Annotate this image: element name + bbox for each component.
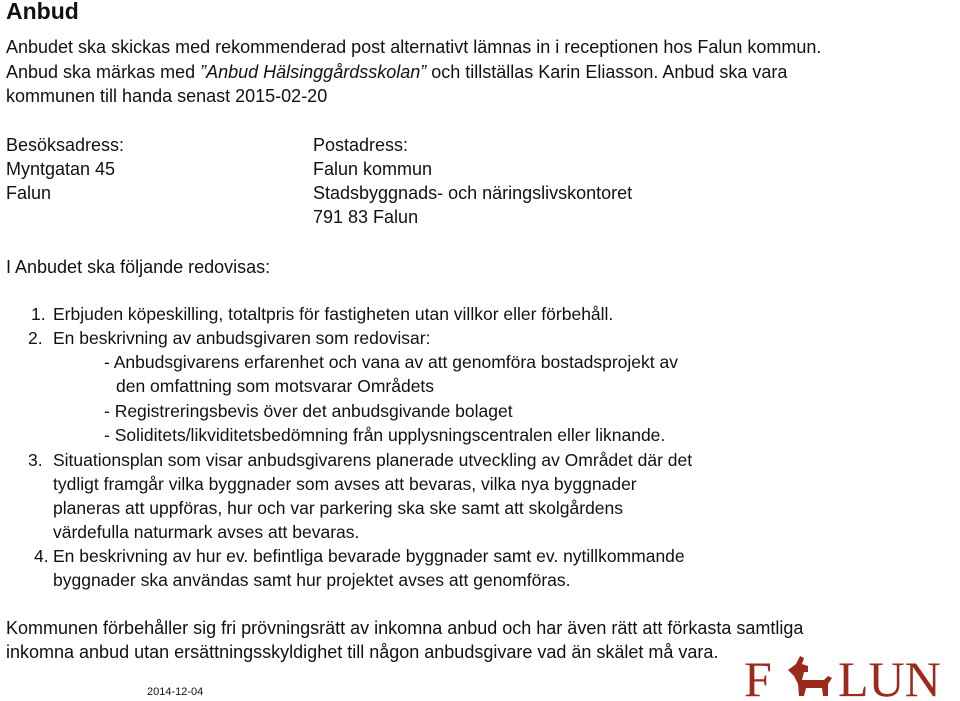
logo-letter-f: F xyxy=(744,652,772,700)
dalecarlian-horse-icon xyxy=(788,656,832,696)
footer-date: 2014-12-04 xyxy=(147,686,204,698)
list-item-1: Erbjuden köpeskilling, totaltpris för fastigheten utan villkor eller förbehåll. xyxy=(53,304,614,324)
list-item-2-sub-2: - Registreringsbevis över det anbudsgivande bolaget xyxy=(104,401,513,421)
postal-address-org: Falun kommun xyxy=(313,159,433,179)
requirements-heading: I Anbudet ska följande redovisas: xyxy=(6,257,271,277)
list-item-3-line-3: planeras att uppföras, hur och var parkering ska ske samt att skolgårdens xyxy=(53,498,624,518)
visit-address-label: Besöksadress: xyxy=(6,135,125,155)
list-item-3-line-4: värdefulla naturmark avses att bevaras. xyxy=(53,522,360,542)
postal-address-label: Postadress: xyxy=(313,135,409,155)
list-item-4-line-2: byggnader ska användas samt hur projektet avses att genomföras. xyxy=(53,570,571,590)
list-item-4-line-1: En beskrivning av hur ev. befintliga bevarade byggnader samt ev. nytillkommande xyxy=(53,546,685,566)
list-number-3: 3. xyxy=(28,450,43,470)
postal-address-dept: Stadsbyggnads- och näringslivskontoret xyxy=(313,183,633,203)
closing-line-1: Kommunen förbehåller sig fri prövningsrätt av inkomna anbud och har även rätt att förkasta samtliga xyxy=(6,618,804,638)
list-item-3-line-2: tydligt framgår vilka byggnader som avses att bevaras, vilka nya byggnader xyxy=(53,474,637,494)
logo-letters-lun: LUN xyxy=(838,652,941,700)
list-item-2-sub-1a: - Anbudsgivarens erfarenhet och vana av att genomföra bostadsprojekt av xyxy=(104,352,678,372)
list-item-2: En beskrivning av anbudsgivaren som redovisar: xyxy=(53,328,431,348)
intro-line-1: Anbudet ska skickas med rekommenderad post alternativt lämnas in i receptionen hos Falun kommun. xyxy=(6,37,822,57)
postal-address-zip-city: 791 83 Falun xyxy=(313,207,419,227)
closing-line-2: inkomna anbud utan ersättningsskyldighet till någon anbudsgivare vad än skälet må vara. xyxy=(6,642,719,662)
list-number-2: 2. xyxy=(28,328,43,348)
list-item-2-sub-1b: den omfattning som motsvarar Områdets xyxy=(116,376,435,396)
intro-line-2 xyxy=(6,60,787,85)
page-title: Anbud xyxy=(6,0,79,24)
list-number-4: 4. xyxy=(34,546,49,566)
visit-address-street: Myntgatan 45 xyxy=(6,159,116,179)
tender-marking: ”Anbud Hälsinggårdsskolan” xyxy=(200,62,427,82)
visit-address-city: Falun xyxy=(6,183,52,203)
intro-line-2-pre: Anbud ska märkas med xyxy=(6,62,196,82)
intro-line-3: kommunen till handa senast 2015-02-20 xyxy=(6,86,328,106)
list-item-2-sub-3: - Soliditets/likviditetsbedömning från upplysningscentralen eller liknande. xyxy=(104,425,666,445)
list-number-1: 1. xyxy=(31,304,46,324)
intro-line-2-post: och tillställas Karin Eliasson. Anbud ska vara xyxy=(431,62,788,82)
list-item-3-line-1: Situationsplan som visar anbudsgivarens planerade utveckling av Området där det xyxy=(53,450,693,470)
falun-logo xyxy=(742,652,958,700)
